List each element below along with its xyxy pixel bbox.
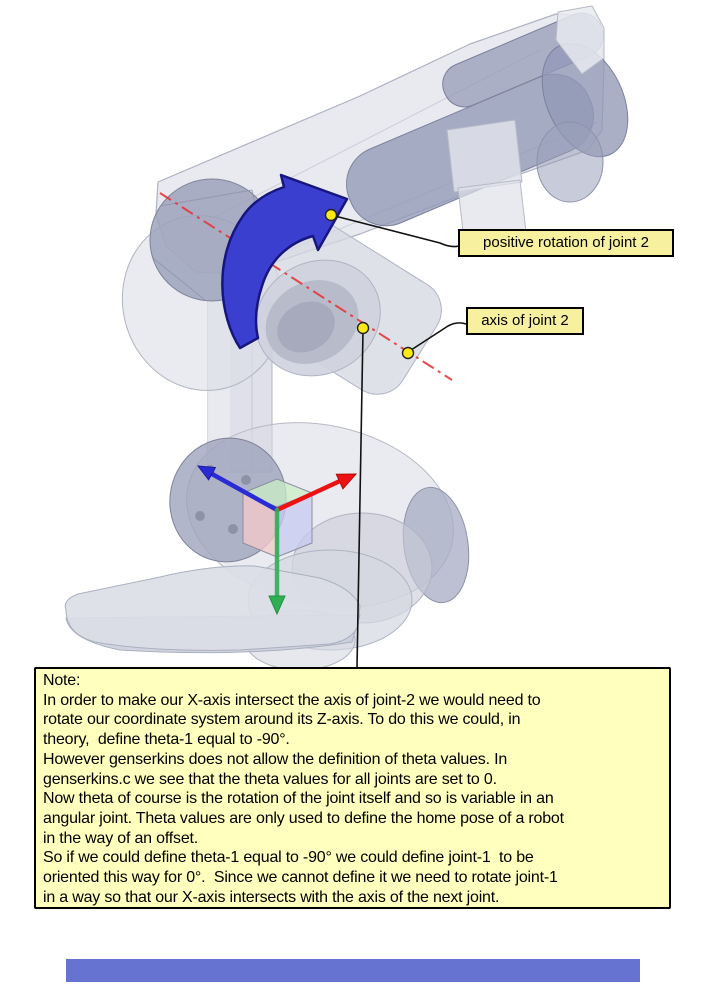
note-line: rotate our coordinate system around its Z-axis. To do this we could, in [43, 711, 521, 729]
note-box [34, 667, 671, 909]
note-line: theory, define theta-1 equal to -90°. [43, 731, 290, 749]
note-line: However genserkins does not allow the definition of theta values. In [43, 750, 508, 768]
note-line: Now theta of course is the rotation of the joint itself and so is variable in an [43, 790, 554, 808]
note-line: Note: [43, 672, 81, 689]
callout-axis-of-joint2: axis of joint 2 [466, 307, 584, 335]
base-foot-top [65, 566, 360, 650]
note-line: in the way of an offset. [43, 829, 199, 847]
note-line: in a way so that our X-axis intersects with the axis of the next joint. [43, 888, 500, 906]
marker-dot-rotation [326, 210, 337, 221]
note-line: angular joint. Theta values are only used to define the home pose of a robot [43, 809, 564, 827]
marker-dot-axis-1 [358, 323, 369, 334]
callout-positive-rotation: positive rotation of joint 2 [458, 229, 674, 257]
note-line: oriented this way for 0°. Since we cannot define it we need to rotate joint-1 [43, 869, 558, 887]
upper-arm-end-mass [537, 122, 603, 202]
robot-arm [65, 6, 645, 670]
footer-blue-bar [66, 959, 640, 982]
note-line: In order to make our X-axis intersect the axis of joint-2 we would need to [43, 691, 541, 709]
base-foot [65, 566, 360, 653]
note-line: genserkins.c we see that the theta values for all joints are set to 0. [43, 770, 497, 788]
marker-dot-axis-2 [403, 348, 414, 359]
note-line: So if we could define theta-1 equal to -90° we could define joint-1 to be [43, 849, 534, 867]
